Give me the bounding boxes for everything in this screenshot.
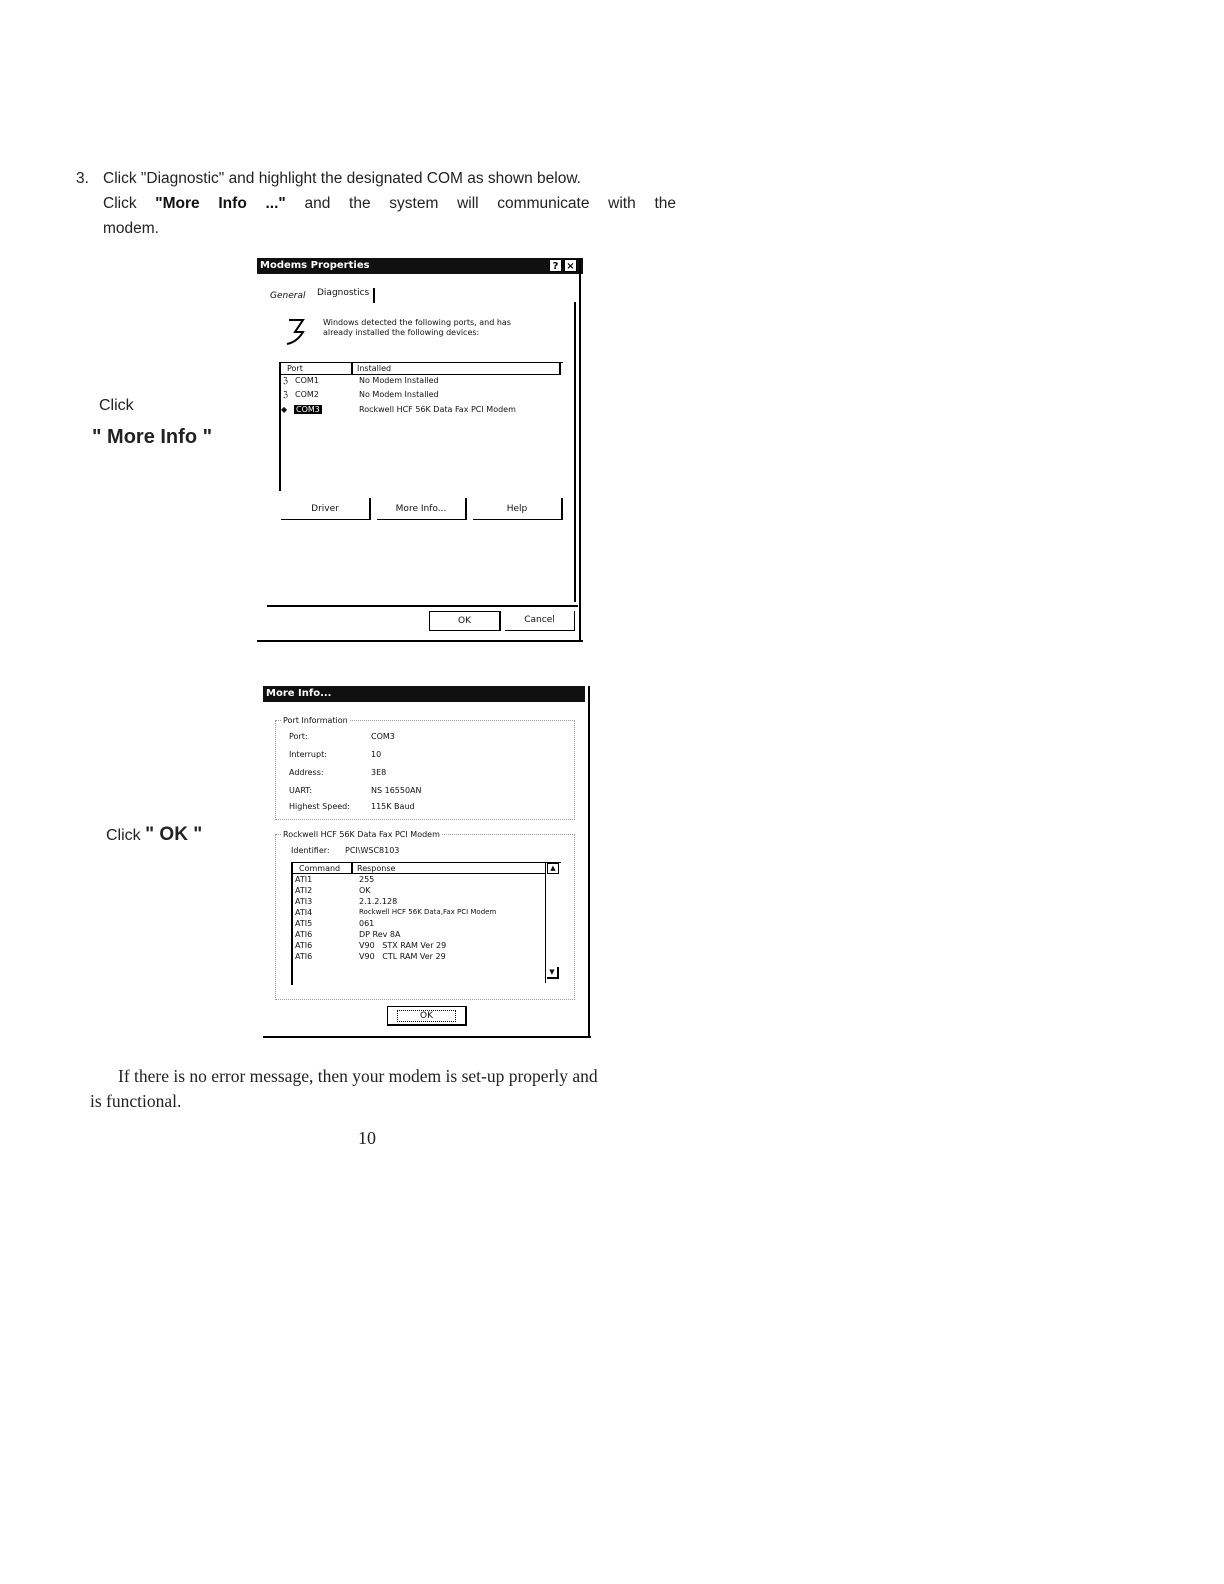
instruction-line-2: Click "More Info ..." and the system will communicate with the <box>103 195 676 212</box>
driver-button[interactable]: Driver <box>281 498 371 520</box>
detect-message-line-1: Windows detected the following ports, and has <box>323 318 511 327</box>
scroll-up-arrow-icon[interactable]: ▲ <box>547 863 559 874</box>
port-icon: ℨ <box>283 390 288 399</box>
tab-diagnostics[interactable]: Diagnostics <box>317 288 375 303</box>
page-number: 10 <box>358 1128 376 1148</box>
scroll-down-arrow-icon[interactable]: ▼ <box>547 967 559 979</box>
tab-panel-border <box>574 302 576 602</box>
field-value: 3E8 <box>371 768 387 777</box>
table-row[interactable]: ℨ COM1 No Modem Installed <box>283 376 439 385</box>
field-label: Highest Speed: <box>289 802 350 811</box>
field-label: UART: <box>289 786 313 795</box>
dialog-right-edge <box>588 686 590 1038</box>
table-row-selected[interactable]: ◆ COM3 Rockwell HCF 56K Data Fax PCI Modem <box>281 405 516 414</box>
column-header-response[interactable]: Response <box>353 863 545 874</box>
ports-list[interactable] <box>279 362 563 491</box>
column-header-command[interactable]: Command <box>293 863 353 874</box>
table-row: ATI6 V90 STX RAM Ver 29 <box>295 941 447 950</box>
table-row: ATI2 OK <box>295 886 371 895</box>
port-info-heading: Port Information <box>283 716 348 725</box>
more-info-dialog <box>263 686 591 1038</box>
dialog-bottom-edge <box>257 640 583 642</box>
step-number: 3. <box>76 170 89 187</box>
table-row: ATI1 255 <box>295 875 375 884</box>
field-value: 10 <box>371 750 382 759</box>
callout-click: Click <box>99 397 134 414</box>
more-info-button[interactable]: More Info... <box>377 498 467 520</box>
callout-more-info: " More Info " <box>92 426 213 448</box>
callout-click-ok: Click " OK " <box>106 824 203 845</box>
help-button[interactable]: Help <box>473 498 563 520</box>
table-row: ATI3 2.1.2.128 <box>295 897 398 906</box>
tab-general[interactable]: General <box>270 291 306 301</box>
closing-paragraph: If there is no error message, then your modem is set-up properly and is functional. <box>90 1066 598 1111</box>
modems-dialog-titlebar: Modems Properties <box>257 258 583 274</box>
modem-port-icon: ◆ <box>281 405 288 414</box>
field-value: NS 16550AN <box>371 786 422 795</box>
table-row: ATI6 V90 CTL RAM Ver 29 <box>295 952 446 961</box>
port-icon: ℨ <box>283 376 288 385</box>
identifier-label: Identifier: <box>291 846 330 855</box>
cancel-button[interactable]: Cancel <box>505 611 575 631</box>
modem-name-heading: Rockwell HCF 56K Data Fax PCI Modem <box>283 830 440 839</box>
modems-properties-dialog <box>257 258 583 642</box>
dialog-bottom-edge <box>263 1036 591 1038</box>
more-info-titlebar: More Info... <box>263 686 585 702</box>
field-label: Interrupt: <box>289 750 327 759</box>
instruction-line-3: modem. <box>103 220 159 237</box>
field-label: Port: <box>289 732 308 741</box>
table-row: ATI5 061 <box>295 919 375 928</box>
phone-icon <box>283 316 309 348</box>
panel-bottom-line <box>267 605 578 607</box>
more-info-ok-button[interactable]: OK <box>387 1006 467 1026</box>
table-row: ATI6 DP Rev 8A <box>295 930 401 939</box>
response-list[interactable] <box>291 862 561 985</box>
ok-button[interactable]: OK <box>429 611 501 631</box>
help-title-button[interactable]: ? <box>549 259 562 272</box>
field-value: 115K Baud <box>371 802 415 811</box>
instruction-step <box>76 166 676 241</box>
field-label: Address: <box>289 768 324 777</box>
response-scrollbar[interactable] <box>545 863 560 983</box>
instruction-line-1: Click "Diagnostic" and highlight the designated COM as shown below. <box>103 170 581 187</box>
table-row: ATI4 Rockwell HCF 56K Data,Fax PCI Modem <box>295 908 497 917</box>
dialog-right-edge <box>579 258 581 642</box>
identifier-value: PCI\WSC8103 <box>345 846 400 855</box>
column-header-port[interactable]: Port <box>281 363 353 375</box>
table-row[interactable]: ℨ COM2 No Modem Installed <box>283 390 439 399</box>
field-value: COM3 <box>371 732 395 741</box>
close-title-button[interactable]: × <box>564 259 577 272</box>
detect-message-line-2: already installed the following devices: <box>323 328 480 337</box>
column-header-installed[interactable]: Installed <box>353 363 561 375</box>
more-info-emphasis: "More Info ..." <box>155 195 286 212</box>
